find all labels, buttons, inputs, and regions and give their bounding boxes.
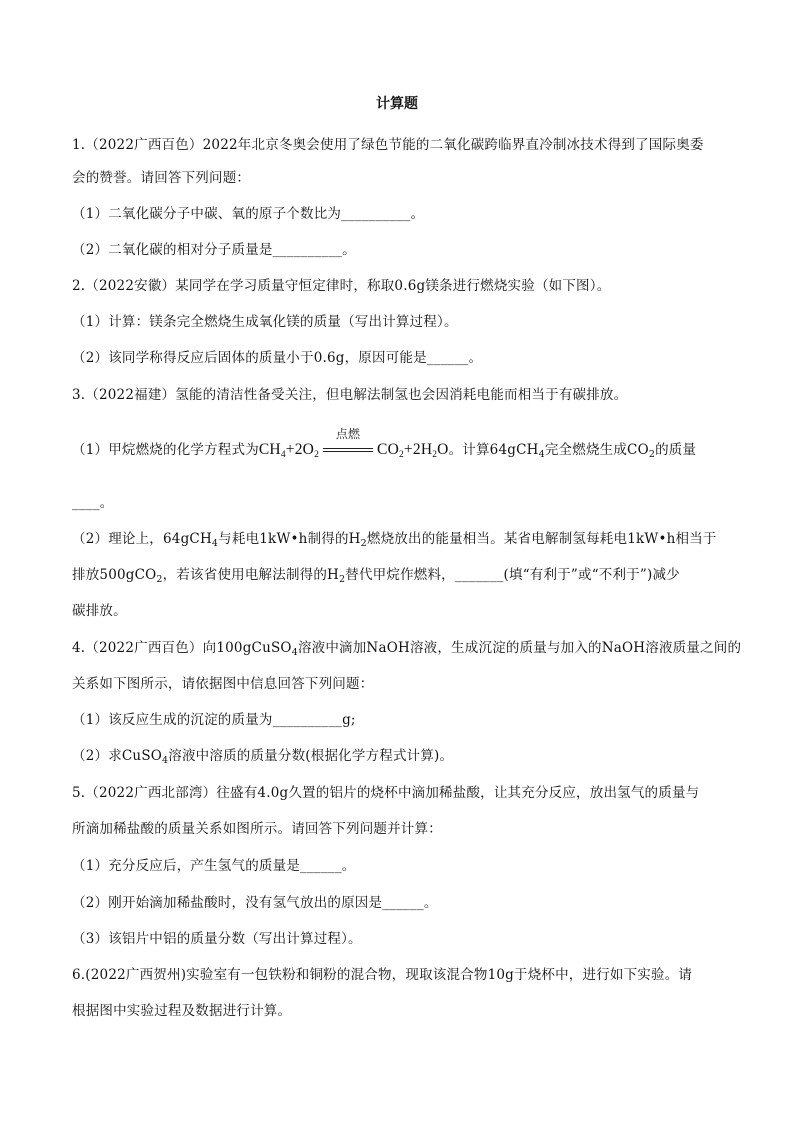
reaction-condition <box>323 427 373 452</box>
q5-line-1: 5.（2022广西北部湾）往盛有4.0g久置的铝片的烧杯中滴加稀盐酸，让其充分反应，放出氢气的质量与 <box>72 785 700 801</box>
q3-part-2-line-3: 碳排放。 <box>72 603 127 619</box>
reaction-condition-label: 点燃 <box>335 427 361 442</box>
section-title: 计算题 <box>376 96 418 112</box>
q2-line-1: 2.（2022安徽）某同学在学习质量守恒定律时，称取0.6g镁条进行燃烧实验（如下图）。 <box>72 278 611 294</box>
q5-part-1: （1）充分反应后，产生氢气的质量是______。 <box>72 858 356 874</box>
q3-line-1: 3.（2022福建）氢能的清洁性备受关注，但电解法制氢也会因消耗电能而相当于有碳排放。 <box>72 387 628 403</box>
q3-part-1-prefix: （1）甲烷燃烧的化学方程式为 <box>72 442 259 458</box>
q4-part-2: （2）求CuSO$_4$溶液中溶质的质量分数(根据化学方程式计算)。 <box>72 748 454 766</box>
methane-combustion-equation: $CH_4+2O_2$ 点燃 $CO_2+2H_2O$ <box>258 427 449 460</box>
equals-bar <box>323 448 373 452</box>
q6-line-2: 根据图中实验过程及数据进行计算。 <box>72 1003 292 1019</box>
q3-part-2-line-2: 排放500gCO$_2$，若该省使用电解法制得的$H_2$替代甲烷作燃料，_______(填“有利于”或“不利于”)减少 <box>72 567 680 585</box>
q1-line-2: 会的赞誉。请回答下列问题： <box>72 170 251 186</box>
q2-part-2: （2）该同学称得反应后固体的质量小于0.6g，原因可能是______。 <box>72 350 483 366</box>
q1-part-1: （1）二氧化碳分子中碳、氧的原子个数比为__________。 <box>72 206 425 222</box>
q5-part-2: （2）刚开始滴加稀盐酸时，没有氢气放出的原因是______。 <box>72 895 438 911</box>
q4-line-1: 4.（2022广西百色）向100gCuSO$_4$溶液中滴加NaOH溶液，生成沉淀的质量与加入的NaOH溶液质量之间的 <box>72 640 742 658</box>
q1-part-2: （2）二氧化碳的相对分子质量是__________。 <box>72 242 356 258</box>
q6-line-1: 6.(2022广西贺州)实验室有一包铁粉和铜粉的混合物，现取该混合物10g于烧杯中，进行如下实验。请 <box>72 967 693 983</box>
q3-part-1-suffix: 。计算64gCH$_4$完全燃烧生成$CO_2$的质量 <box>448 442 697 460</box>
q4-part-1: （1）该反应生成的沉淀的质量为__________g; <box>72 712 356 728</box>
q2-part-1: （1）计算：镁条完全燃烧生成氧化镁的质量（写出计算过程）。 <box>72 314 458 330</box>
q5-part-3: （3）该铝片中铝的质量分数（写出计算过程）。 <box>72 931 362 947</box>
q4-line-2: 关系如下图所示，请依据图中信息回答下列问题： <box>72 676 374 692</box>
q3-part-1 <box>72 427 697 460</box>
q3-part-1-blank: ____。 <box>72 495 114 511</box>
q3-part-2-line-1: （2）理论上，64gCH$_4$与耗电1kW•h制得的$H_2$燃烧放出的能量相当。某省电解制氢每耗电1kW•h相当于 <box>72 531 717 549</box>
q1-line-1: 1.（2022广西百色）2022年北京冬奥会使用了绿色节能的二氧化碳跨临界直冷制冰技术得到了国际奥委 <box>72 137 704 153</box>
q5-line-2: 所滴加稀盐酸的质量关系如图所示。请回答下列问题并计算： <box>72 821 442 837</box>
